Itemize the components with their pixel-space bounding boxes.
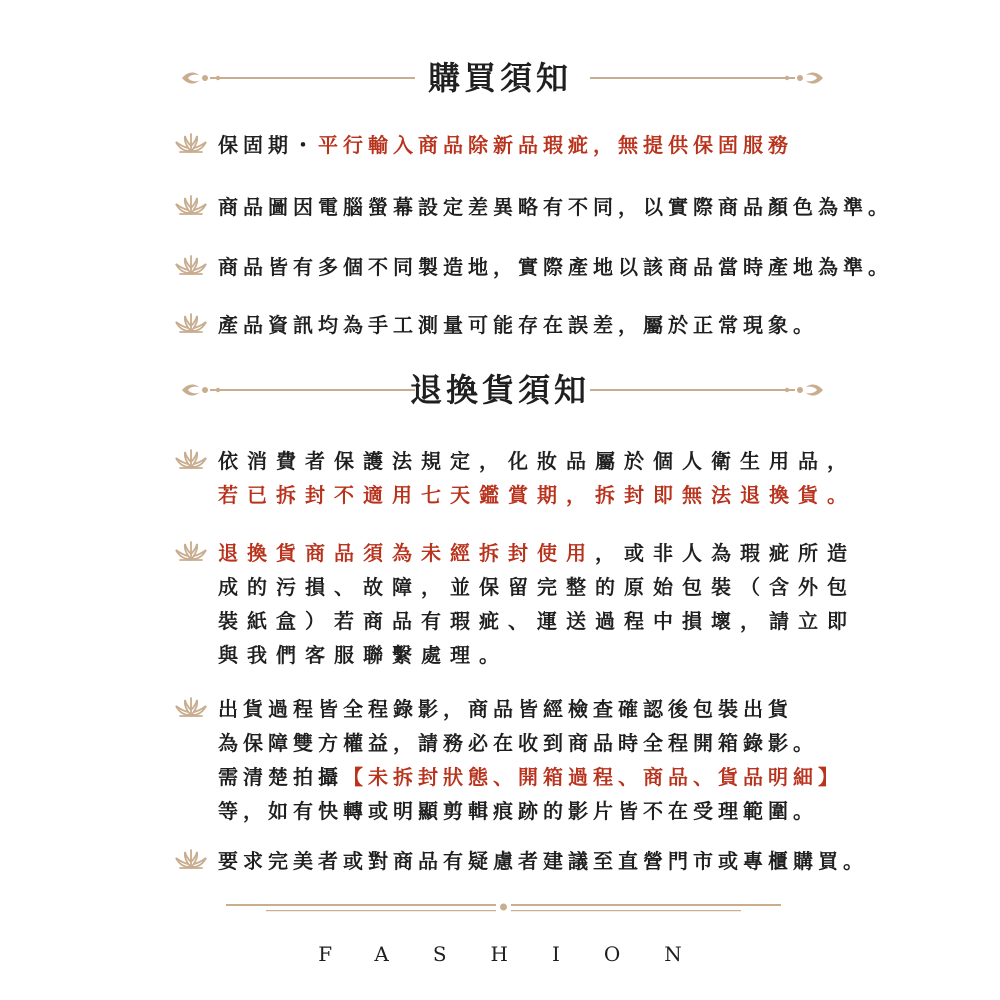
fleur-de-lis-icon xyxy=(174,312,208,334)
returns-heading xyxy=(0,370,1000,410)
origin-note: 商品皆有多個不同製造地，實際產地以該商品當時產地為準。 xyxy=(218,255,893,279)
condition-line-1-rest: ，或非人為瑕疵所造 xyxy=(595,541,856,565)
fleur-de-lis-icon xyxy=(174,448,208,470)
recording-line-2: 為保障雙方權益，請務必在收到商品時全程開箱錄影。 xyxy=(218,731,818,755)
purchase-title: 購買須知 xyxy=(427,59,572,97)
color-note: 商品圖因電腦螢幕設定差異略有不同，以實際商品顏色為準。 xyxy=(218,195,893,219)
condition-red-text: 退換貨商品須為未經拆封使用 xyxy=(218,541,595,565)
condition-line-2: 成的污損、故障，並保留完整的原始包裝（含外包 xyxy=(218,575,856,599)
fleur-de-lis-icon xyxy=(174,194,208,216)
recording-required-items: 【未拆封狀態、開箱過程、商品、貨品明細】 xyxy=(343,765,843,789)
fleur-de-lis-icon xyxy=(174,132,208,154)
recording-line-1: 出貨過程皆全程錄影，商品皆經檢查確認後包裝出貨 xyxy=(218,697,793,721)
footer-brand-text: FASHION xyxy=(318,942,726,966)
purchase-heading xyxy=(0,58,1000,98)
hygiene-line-2: 若已拆封不適用七天鑑賞期，拆封即無法退換貨。 xyxy=(218,483,856,507)
returns-title: 退換貨須知 xyxy=(409,371,590,409)
warranty-note: 平行輸入商品除新品瑕疵，無提供保固服務 xyxy=(318,133,793,157)
footer-divider xyxy=(226,902,781,914)
fleur-de-lis-icon xyxy=(174,848,208,870)
measure-note: 產品資訊均為手工測量可能存在誤差，屬於正常現象。 xyxy=(218,313,818,337)
recording-line-3-prefix: 需清楚拍攝 xyxy=(218,765,343,789)
fleur-de-lis-icon xyxy=(174,540,208,562)
recording-line-4: 等，如有快轉或明顯剪輯痕跡的影片皆不在受理範圍。 xyxy=(218,799,818,823)
fleur-de-lis-icon xyxy=(174,696,208,718)
condition-line-3: 裝紙盒）若商品有瑕疵、運送過程中損壞，請立即 xyxy=(218,609,856,633)
fleur-de-lis-icon xyxy=(174,254,208,276)
right-ornament-icon xyxy=(590,380,825,400)
warranty-label: 保固期・ xyxy=(218,133,318,157)
condition-line-4: 與我們客服聯繫處理。 xyxy=(218,643,508,667)
hygiene-line-1: 依消費者保護法規定，化妝品屬於個人衛生用品， xyxy=(218,449,856,473)
right-ornament-icon xyxy=(590,68,825,88)
store-note: 要求完美者或對商品有疑慮者建議至直營門市或專櫃購買。 xyxy=(218,849,868,873)
